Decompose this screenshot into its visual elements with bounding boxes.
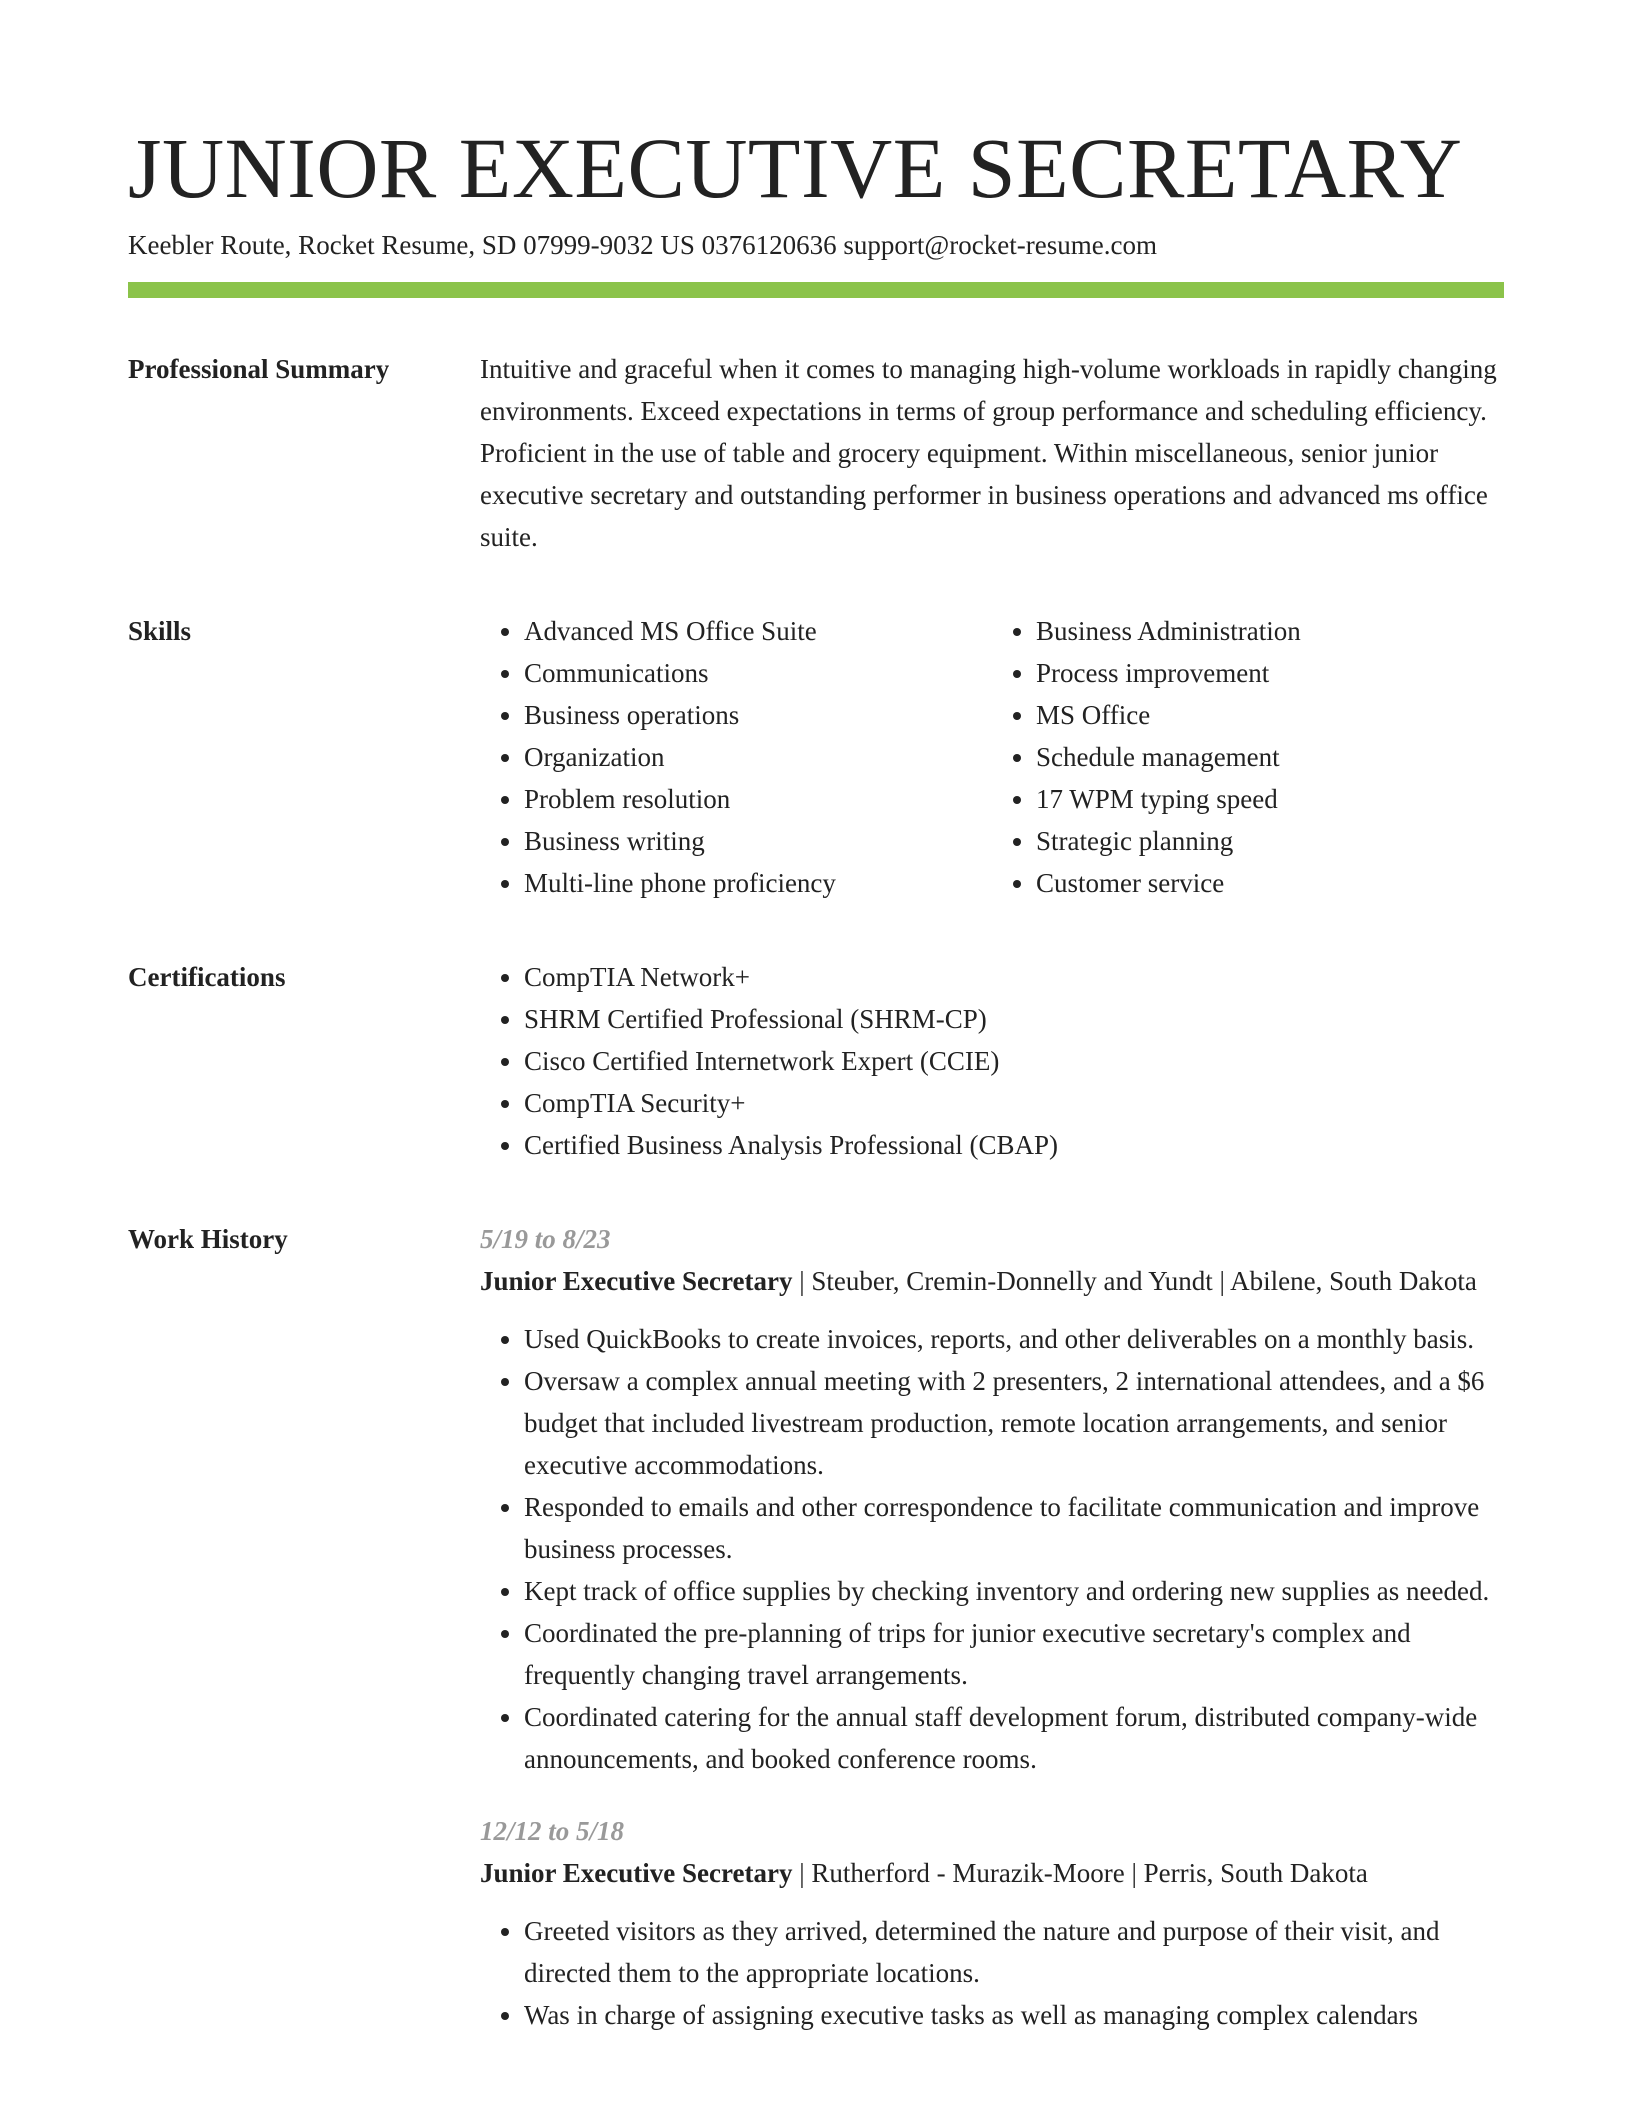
job-bullets bbox=[480, 1910, 1504, 2036]
certification-item: • Certified Business Analysis Professional (CBAP) bbox=[524, 1124, 1504, 1166]
certifications-list bbox=[480, 956, 1504, 1166]
job-bullet: • Coordinated catering for the annual staff development forum, distributed company-wide announcements, and booked conference rooms. bbox=[524, 1696, 1504, 1780]
certification-item: • CompTIA Security+ bbox=[524, 1082, 1504, 1124]
section-body bbox=[480, 956, 1504, 1166]
section-body bbox=[480, 348, 1504, 558]
job-bullet: • Coordinated the pre-planning of trips for junior executive secretary's complex and frequently changing travel arrangements. bbox=[524, 1612, 1504, 1696]
skill-item: • Business operations bbox=[524, 694, 992, 736]
contact-line bbox=[128, 228, 1504, 262]
job-bullet: • Responded to emails and other correspondence to facilitate communication and improve business processes. bbox=[524, 1486, 1504, 1570]
job-title: Junior Executive Secretary bbox=[480, 1858, 793, 1888]
skills-list-left bbox=[480, 610, 992, 904]
skill-item: • MS Office bbox=[1036, 694, 1504, 736]
skill-item: • Customer service bbox=[1036, 862, 1504, 904]
job-bullet: • Oversaw a complex annual meeting with 2 presenters, 2 international attendees, and a $6 budget that included livestream production, remote location arrangements, and senior executive accommodations. bbox=[524, 1360, 1504, 1486]
section-professional-summary bbox=[128, 348, 1504, 558]
job-bullet: • Kept track of office supplies by checking inventory and ordering new supplies as needed. bbox=[524, 1570, 1504, 1612]
job-dates: 12/12 to 5/18 bbox=[480, 1816, 625, 1846]
job-dates: 5/19 to 8/23 bbox=[480, 1224, 611, 1254]
skill-item: • Organization bbox=[524, 736, 992, 778]
skill-item: • Problem resolution bbox=[524, 778, 992, 820]
job-details: | Rutherford - Murazik-Moore | Perris, South Dakota bbox=[792, 1858, 1368, 1888]
section-skills bbox=[128, 610, 1504, 904]
section-certifications bbox=[128, 956, 1504, 1166]
job-bullet: • Was in charge of assigning executive tasks as well as managing complex calendars bbox=[524, 1994, 1504, 2036]
job-entry bbox=[480, 1218, 1504, 1780]
job-bullet: • Greeted visitors as they arrived, determined the nature and purpose of their visit, and directed them to the appropriate locations. bbox=[524, 1910, 1504, 1994]
skill-item: • Multi-line phone proficiency bbox=[524, 862, 992, 904]
skill-item: • Business Administration bbox=[1036, 610, 1504, 652]
section-label: Skills bbox=[128, 616, 192, 646]
section-work-history bbox=[128, 1218, 1504, 2036]
certification-item: • Cisco Certified Internetwork Expert (CCIE) bbox=[524, 1040, 1504, 1082]
section-label: Professional Summary bbox=[128, 354, 390, 384]
section-label: Certifications bbox=[128, 962, 286, 992]
accent-divider bbox=[128, 282, 1504, 298]
skill-item: • Business writing bbox=[524, 820, 992, 862]
skill-item: • Communications bbox=[524, 652, 992, 694]
job-bullets bbox=[480, 1318, 1504, 1780]
certification-item: • SHRM Certified Professional (SHRM-CP) bbox=[524, 998, 1504, 1040]
page-title: JUNIOR EXECUTIVE SECRETARY bbox=[128, 120, 1463, 216]
job-details: | Steuber, Cremin-Donnelly and Yundt | Abilene, South Dakota bbox=[792, 1266, 1477, 1296]
skill-item: • Advanced MS Office Suite bbox=[524, 610, 992, 652]
skill-item: • Strategic planning bbox=[1036, 820, 1504, 862]
contact-email: support@rocket-resume.com bbox=[843, 230, 1157, 260]
resume-page bbox=[128, 0, 1504, 2036]
skills-columns bbox=[480, 610, 1504, 904]
summary-text: Intuitive and graceful when it comes to managing high-volume workloads in rapidly changing environments. Exceed expectations in terms of group performance and scheduling efficiency. Proficient in the use of table and grocery equipment. Within miscellaneous, senior junior executive secretary and outstanding performer in business operations and advanced ms office suite. bbox=[480, 354, 1497, 552]
certification-item: • CompTIA Network+ bbox=[524, 956, 1504, 998]
skill-item: • 17 WPM typing speed bbox=[1036, 778, 1504, 820]
job-entry bbox=[480, 1810, 1504, 2036]
section-label: Work History bbox=[128, 1224, 288, 1254]
job-bullet: • Used QuickBooks to create invoices, reports, and other deliverables on a monthly basis. bbox=[524, 1318, 1504, 1360]
job-heading bbox=[480, 1852, 1504, 1894]
contact-phone: 0376120636 bbox=[701, 230, 837, 260]
skill-item: • Schedule management bbox=[1036, 736, 1504, 778]
section-body bbox=[480, 1218, 1504, 2036]
skills-list-right bbox=[992, 610, 1504, 904]
job-heading bbox=[480, 1260, 1504, 1302]
skill-item: • Process improvement bbox=[1036, 652, 1504, 694]
job-title: Junior Executive Secretary bbox=[480, 1266, 793, 1296]
contact-address: Keebler Route, Rocket Resume, SD 07999-9032 US bbox=[128, 230, 695, 260]
